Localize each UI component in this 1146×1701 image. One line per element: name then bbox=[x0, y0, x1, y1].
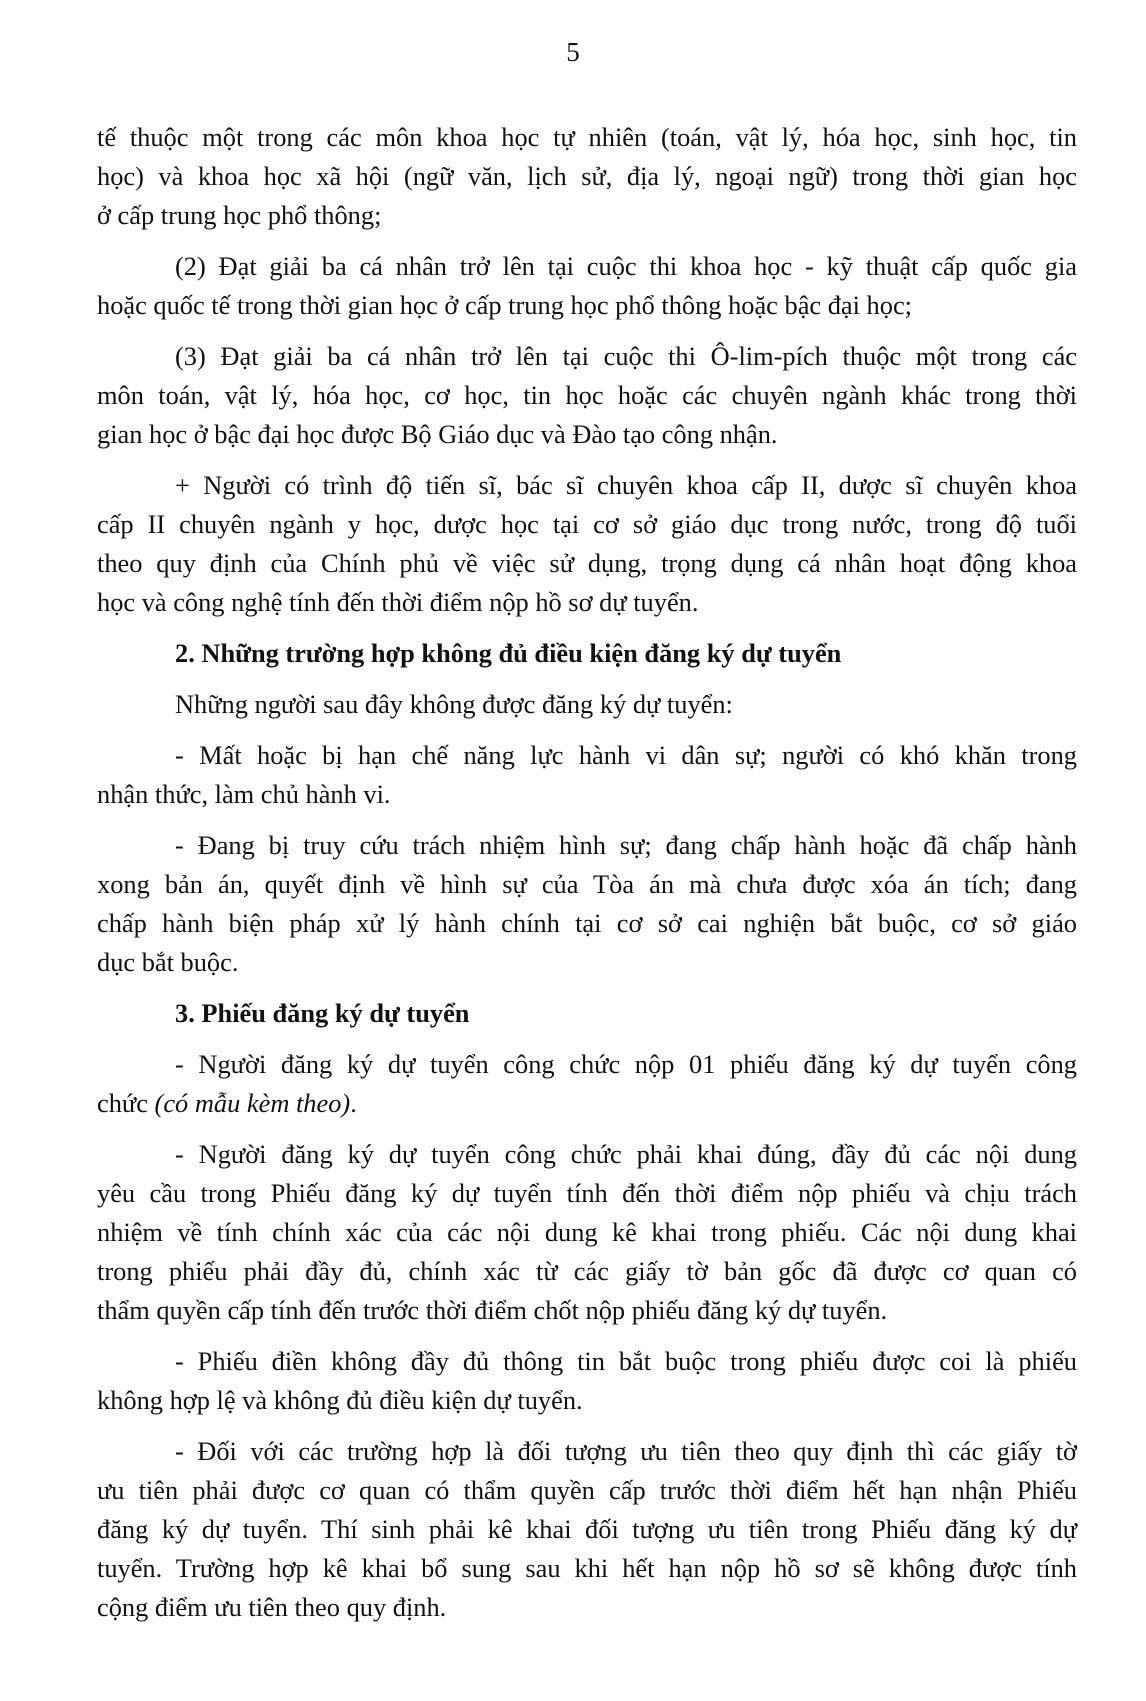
italic-note: (có mẫu kèm theo) bbox=[154, 1088, 351, 1118]
paragraph bbox=[97, 1135, 1077, 1330]
text-line: ưu tiên phải được cơ quan có thẩm quyền cấp trước thời điểm hết hạn nhận Phiếu bbox=[97, 1475, 1077, 1505]
text-line: đăng ký dự tuyển. Thí sinh phải kê khai đối tượng ưu tiên trong Phiếu đăng ký dự bbox=[97, 1514, 1077, 1544]
section-heading bbox=[97, 634, 1077, 673]
page-number: 5 bbox=[566, 37, 580, 67]
paragraph bbox=[97, 1342, 1077, 1420]
paragraph bbox=[97, 118, 1077, 235]
text-line: - Mất hoặc bị hạn chế năng lực hành vi dân sự; người có khó khăn trong bbox=[175, 740, 1077, 770]
text-line: xong bản án, quyết định về hình sự của Tòa án mà chưa được xóa án tích; đang bbox=[97, 869, 1077, 899]
text-line: nhiệm về tính chính xác của các nội dung kê khai trong phiếu. Các nội dung khai bbox=[97, 1217, 1077, 1247]
text-line: dục bắt buộc. bbox=[97, 947, 239, 977]
paragraph bbox=[97, 247, 1077, 325]
paragraph bbox=[97, 685, 1077, 724]
text-line: gian học ở bậc đại học được Bộ Giáo dục và Đào tạo công nhận. bbox=[97, 419, 778, 449]
text-line: cấp II chuyên ngành y học, dược học tại cơ sở giáo dục trong nước, trong độ tuổi bbox=[97, 509, 1077, 539]
paragraph bbox=[97, 1432, 1077, 1627]
text-line: - Đối với các trường hợp là đối tượng ưu tiên theo quy định thì các giấy tờ bbox=[175, 1436, 1077, 1466]
text-line: yêu cầu trong Phiếu đăng ký dự tuyển tính đến thời điểm nộp phiếu và chịu trách bbox=[97, 1178, 1077, 1208]
paragraph bbox=[97, 1045, 1077, 1123]
text-line: cộng điểm ưu tiên theo quy định. bbox=[97, 1592, 447, 1622]
text-line: Những người sau đây không được đăng ký dự tuyển: bbox=[175, 689, 733, 719]
text-line: + Người có trình độ tiến sĩ, bác sĩ chuyên khoa cấp II, dược sĩ chuyên khoa bbox=[175, 470, 1077, 500]
text-line: (2) Đạt giải ba cá nhân trở lên tại cuộc thi khoa học - kỹ thuật cấp quốc gia bbox=[175, 251, 1077, 281]
text-line: tế thuộc một trong các môn khoa học tự nhiên (toán, vật lý, hóa học, sinh học, tin bbox=[97, 122, 1077, 152]
paragraph bbox=[97, 826, 1077, 982]
text-line: môn toán, vật lý, hóa học, cơ học, tin học hoặc các chuyên ngành khác trong thời bbox=[97, 380, 1077, 410]
text-line: chấp hành biện pháp xử lý hành chính tại cơ sở cai nghiện bắt buộc, cơ sở giáo bbox=[97, 908, 1077, 938]
text-run: chức bbox=[97, 1088, 148, 1118]
heading-text: 3. Phiếu đăng ký dự tuyển bbox=[175, 998, 470, 1028]
text-line: tuyển. Trường hợp kê khai bổ sung sau khi hết hạn nộp hồ sơ sẽ không được tính bbox=[97, 1553, 1077, 1583]
text-line: học) và khoa học xã hội (ngữ văn, lịch sử, địa lý, ngoại ngữ) trong thời gian học bbox=[97, 161, 1077, 191]
text-line: - Đang bị truy cứu trách nhiệm hình sự; đang chấp hành hoặc đã chấp hành bbox=[175, 830, 1077, 860]
text-line bbox=[97, 1084, 1077, 1123]
text-line: thẩm quyền cấp tính đến trước thời điểm chốt nộp phiếu đăng ký dự tuyển. bbox=[97, 1295, 888, 1325]
document-body bbox=[97, 118, 1077, 1639]
text-line: không hợp lệ và không đủ điều kiện dự tuyển. bbox=[97, 1385, 583, 1415]
heading-text: 2. Những trường hợp không đủ điều kiện đăng ký dự tuyển bbox=[175, 638, 842, 668]
text-line: (3) Đạt giải ba cá nhân trở lên tại cuộc thi Ô-lim-pích thuộc một trong các bbox=[175, 341, 1077, 371]
text-line: - Phiếu điền không đầy đủ thông tin bắt buộc trong phiếu được coi là phiếu bbox=[175, 1346, 1077, 1376]
paragraph bbox=[97, 466, 1077, 622]
text-line: ở cấp trung học phổ thông; bbox=[97, 200, 382, 230]
text-line: - Người đăng ký dự tuyển công chức nộp 01 phiếu đăng ký dự tuyển công bbox=[175, 1049, 1077, 1079]
text-line: trong phiếu phải đầy đủ, chính xác từ các giấy tờ bản gốc đã được cơ quan có bbox=[97, 1256, 1077, 1286]
text-line: nhận thức, làm chủ hành vi. bbox=[97, 779, 391, 809]
paragraph bbox=[97, 337, 1077, 454]
text-run: . bbox=[350, 1088, 357, 1118]
text-line: học và công nghệ tính đến thời điểm nộp hồ sơ dự tuyển. bbox=[97, 587, 699, 617]
paragraph bbox=[97, 736, 1077, 814]
text-line: - Người đăng ký dự tuyển công chức phải khai đúng, đầy đủ các nội dung bbox=[175, 1139, 1077, 1169]
text-line: theo quy định của Chính phủ về việc sử dụng, trọng dụng cá nhân hoạt động khoa bbox=[97, 548, 1077, 578]
section-heading bbox=[97, 994, 1077, 1033]
text-line: hoặc quốc tế trong thời gian học ở cấp trung học phổ thông hoặc bậc đại học; bbox=[97, 290, 912, 320]
